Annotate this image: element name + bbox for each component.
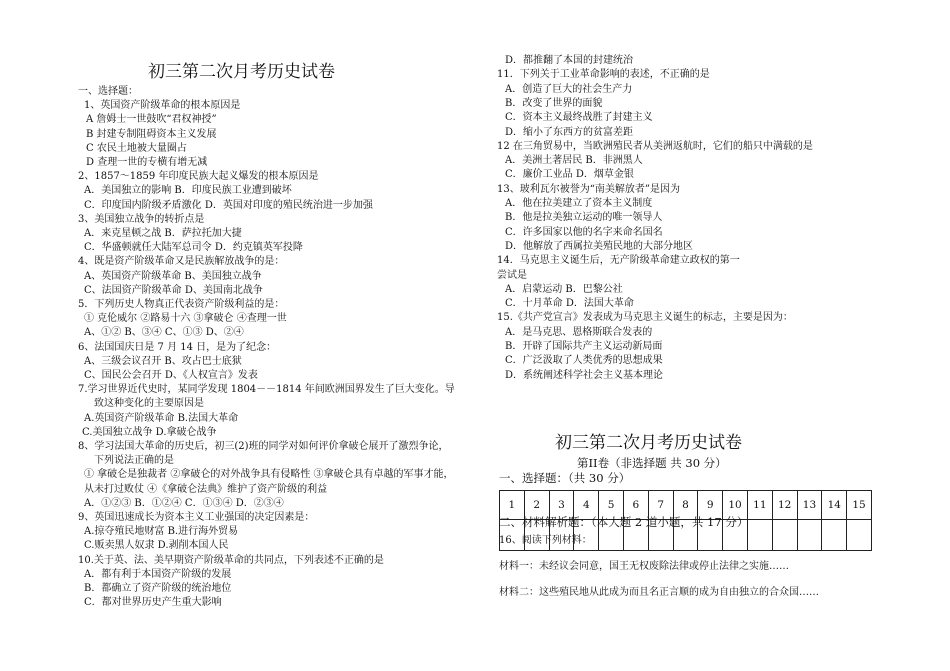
question-line: D．都推翻了本国的封建统治 bbox=[505, 55, 634, 66]
question-line: A．美国独立的影响 B．印度民族工业遭到破坏 bbox=[84, 185, 292, 197]
question-line: A.掠夺殖民地财富 B.进行海外贸易 bbox=[84, 526, 239, 538]
question-line: B．都确立了资产阶级的统治地位 bbox=[84, 583, 232, 594]
question-line: 1、英国资产阶级革命的根本原因是 bbox=[84, 100, 241, 112]
exam-title: 初三第二次月考历史试卷 bbox=[148, 62, 335, 82]
question-line: C．许多国家以他的名字来命名国名 bbox=[505, 226, 663, 238]
question-line: B 封建专制阻碍资本主义发展 bbox=[86, 128, 217, 140]
question-line: D．系统阐述科学社会主义基本理论 bbox=[505, 369, 664, 381]
question-line: A．他在拉美建立了资本主义制度 bbox=[505, 198, 653, 209]
question-line: A．美洲土著居民 B．非洲黑人 bbox=[505, 155, 643, 167]
question-line: A．来克星顿之战 B．萨拉托加大捷 bbox=[84, 228, 242, 239]
question-line: 15.《共产党宣言》发表成为马克思主义诞生的标志，主要是因为： bbox=[497, 312, 793, 324]
question-line: A.英国资产阶级革命 B.法国大革命 bbox=[84, 412, 239, 424]
question-line: 6、法国国庆日是 7 月 14 日，是为了纪念： bbox=[78, 341, 277, 353]
answer-blank-cell[interactable] bbox=[847, 520, 872, 551]
question-line: A．启蒙运动 B．巴黎公社 bbox=[505, 283, 623, 295]
answer-number-cell: 8 bbox=[673, 491, 698, 520]
answer-number-cell: 7 bbox=[648, 491, 673, 520]
answer-blank-cell[interactable] bbox=[797, 520, 822, 551]
question-line: C．十月革命 D．法国大革命 bbox=[505, 298, 634, 310]
question-line: A、英国资产阶级革命 B、美国独立战争 bbox=[84, 270, 262, 282]
question-line: C 农民土地被大量圈占 bbox=[86, 142, 187, 154]
question-line: 5．下列历史人物真正代表资产阶级利益的是： bbox=[78, 299, 285, 310]
answer-number-cell: 6 bbox=[623, 491, 648, 520]
question-line: C.美国独立战争 D.拿破仑战争 bbox=[82, 426, 217, 438]
question-line: B．改变了世界的面貌 bbox=[505, 97, 603, 109]
question-line: D．缩小了东西方的贫富差距 bbox=[505, 126, 634, 138]
question-line: D．他解放了西属拉美殖民地的大部分地区 bbox=[505, 240, 694, 252]
section1-heading: 一、选择题：（共 30 分） bbox=[499, 471, 631, 485]
question-line: 14．马克思主义诞生后，无产阶级革命建立政权的第一 bbox=[497, 255, 740, 267]
question-line: 9、英国迅速成长为资本主义工业强国的决定因素是： bbox=[78, 512, 315, 523]
question-line: 7.学习世界近代史时，某同学发现 1804－－1814 年间欧洲国界发生了巨大变化。导 bbox=[78, 384, 455, 396]
question-line: C．资本主义最终战胜了封建主义 bbox=[505, 112, 653, 124]
question-line: 8、学习法国大革命的历史后，初三(2)班的同学对如何评价拿破仑展开了激烈争论， bbox=[78, 441, 449, 452]
answer-number-cell: 1 bbox=[500, 491, 525, 520]
question-line: A、①② B、③④ C、①③ D、②④ bbox=[84, 327, 244, 339]
question-line: 4、既是资产阶级革命又是民族解放战争的是： bbox=[78, 256, 285, 268]
question-line: C．印度国内阶级矛盾激化 D．英国对印度的殖民统治进一步加强 bbox=[84, 199, 373, 211]
question-16: 16、阅读下列材料： bbox=[499, 535, 592, 546]
material-2: 材料二：这些殖民地从此成为而且名正言顺的成为自由独立的合众国…… bbox=[499, 587, 819, 598]
exam-title-part2: 初三第二次月考历史试卷 bbox=[555, 433, 742, 453]
question-line: C．华盛顿就任大陆军总司令 D．约克镇英军投降 bbox=[84, 242, 303, 254]
question-line: 致这种变化的主要原因是 bbox=[94, 398, 204, 410]
answer-number-cell: 13 bbox=[797, 491, 822, 520]
answer-blank-cell[interactable] bbox=[772, 520, 797, 551]
question-line: C、国民公会召开 D、《人权宣言》发表 bbox=[84, 370, 258, 381]
question-line: A、三级会议召开 B、攻占巴士底狱 bbox=[84, 355, 242, 367]
question-line: B．开辟了国际共产主义运动新局面 bbox=[505, 341, 663, 352]
question-line: 下列说法正确的是 bbox=[94, 455, 174, 467]
question-line: 13、玻利瓦尔被誉为“南美解放者”是因为 bbox=[497, 183, 680, 195]
answer-blank-cell[interactable] bbox=[822, 520, 847, 551]
answer-number-cell: 12 bbox=[772, 491, 797, 520]
answer-number-cell: 5 bbox=[599, 491, 624, 520]
question-line: A．①②③ B．①②④ C．①③④ D．②③④ bbox=[84, 497, 284, 509]
question-line: ① 拿破仑是独裁者 ②拿破仑的对外战争具有侵略性 ③拿破仑具有卓越的军事才能， bbox=[84, 469, 454, 481]
question-line: D 查理一世的专横有增无减 bbox=[86, 157, 208, 168]
question-line: 3、美国独立战争的转折点是 bbox=[78, 213, 205, 225]
question-line: C．都对世界历史产生重大影响 bbox=[84, 597, 222, 609]
question-line: A．是马克思、恩格斯联合发表的 bbox=[505, 326, 653, 338]
question-line: C．廉价工业品 D．烟草金银 bbox=[505, 169, 634, 181]
question-line: A 詹姆士一世鼓吹“君权神授” bbox=[86, 114, 217, 126]
question-line: C、法国资产阶级革命 D、美国南北战争 bbox=[84, 284, 263, 296]
answer-number-cell: 4 bbox=[574, 491, 599, 520]
answer-number-cell: 15 bbox=[847, 491, 872, 520]
answer-number-cell: 9 bbox=[698, 491, 723, 520]
part2-subtitle: 第II卷（非选择题 共 30 分） bbox=[577, 456, 727, 470]
material-1: 材料一：未经议会同意，国王无权废除法律或停止法律之实施…… bbox=[499, 561, 789, 572]
answer-blank-cell[interactable] bbox=[747, 520, 772, 551]
question-line: A．都有利于本国资产阶级的发展 bbox=[84, 568, 232, 580]
answer-number-cell: 14 bbox=[822, 491, 847, 520]
question-line: C.贩卖黑人奴隶 D.剥削本国人民 bbox=[84, 540, 229, 552]
question-line: 12 在三角贸易中，当欧洲殖民者从美洲返航时，它们的船只中满载的是 bbox=[497, 140, 813, 152]
question-line: ① 克伦威尔 ②路易十六 ③拿破仑 ④查理一世 bbox=[84, 313, 287, 325]
answer-number-cell: 10 bbox=[723, 491, 748, 520]
question-line: B．他是拉美独立运动的唯一领导人 bbox=[505, 212, 663, 224]
answer-number-cell: 11 bbox=[747, 491, 772, 520]
question-line: 11．下列关于工业革命影响的表述，不正确的是 bbox=[497, 69, 710, 81]
answer-number-cell: 3 bbox=[549, 491, 574, 520]
question-line: 尝试是 bbox=[497, 269, 527, 281]
question-line: A．创造了巨大的社会生产力 bbox=[505, 83, 633, 95]
question-line: C．广泛汲取了人类优秀的思想成果 bbox=[505, 355, 663, 367]
section2-heading: 二、材料解析题：（本大题 2 道小题，共 17 分） bbox=[499, 515, 749, 529]
question-line: 一、选择题： bbox=[78, 86, 138, 97]
answer-number-cell: 2 bbox=[524, 491, 549, 520]
question-line: 从未打过败仗 ④《拿破仑法典》维护了资产阶级的利益 bbox=[84, 483, 328, 495]
question-line: 2、1857～1859 年印度民族大起义爆发的根本原因是 bbox=[78, 171, 319, 183]
question-line: 10.关于英、法、美早期资产阶级革命的共同点，下列表述不正确的是 bbox=[78, 554, 384, 566]
